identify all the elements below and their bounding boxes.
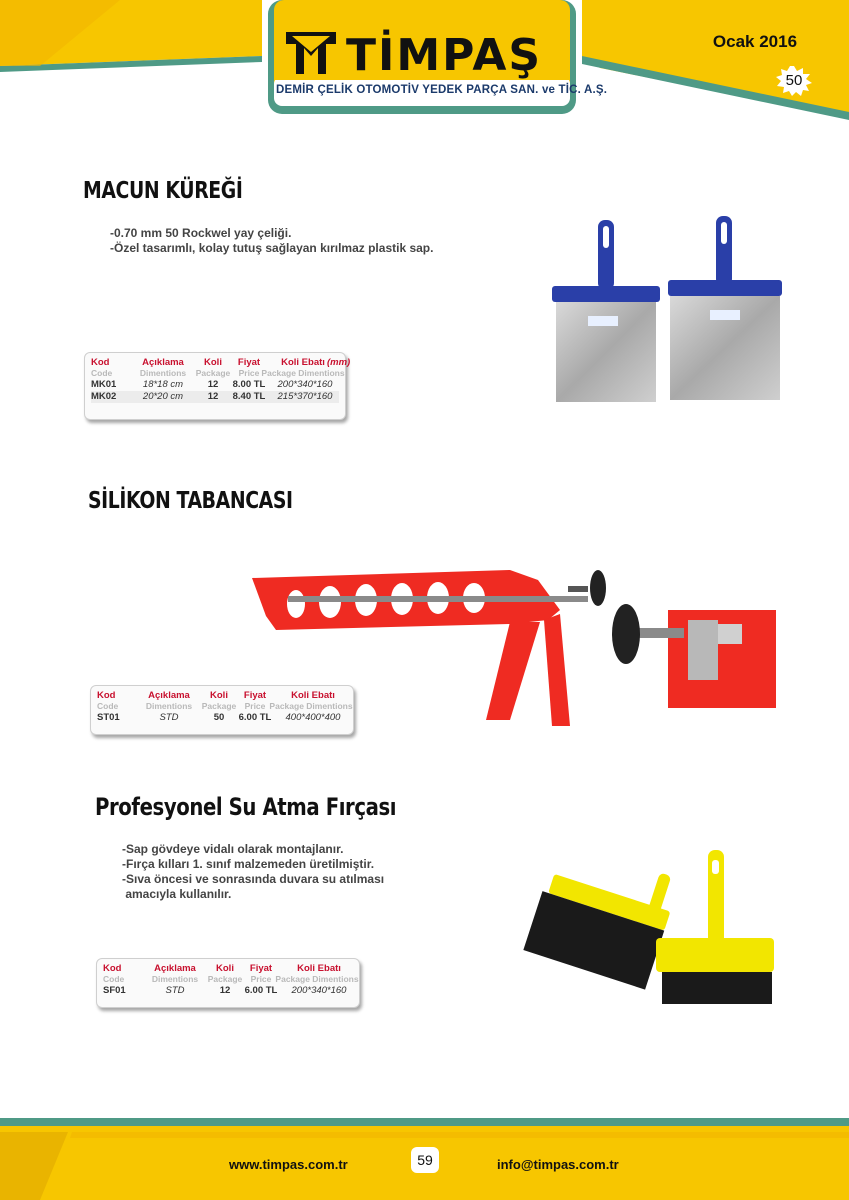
cell-code: SF01 bbox=[103, 985, 126, 996]
feature-line: amacıyla kullanılır. bbox=[122, 887, 232, 901]
header-package: Koli bbox=[204, 357, 222, 368]
subheader-package: Package bbox=[201, 701, 237, 711]
subheader-package-dims: Package Dimentions bbox=[275, 974, 359, 984]
subheader-description: Dimentions bbox=[151, 974, 199, 984]
subheader-code: Code bbox=[97, 701, 119, 711]
putty-knife-product-image bbox=[548, 214, 788, 406]
company-full-name: DEMİR ÇELİK OTOMOTİV YEDEK PARÇA SAN. ve TİC. A.Ş. bbox=[276, 84, 608, 96]
section-title-su-atma-fircasi: Profesyonel Su Atma Fırçası bbox=[95, 793, 397, 821]
header-description: Açıklama bbox=[142, 357, 184, 368]
subheader-package: Package bbox=[207, 974, 243, 984]
header-unit: (mm) bbox=[327, 357, 351, 368]
page-badge bbox=[776, 66, 812, 96]
subheader-description: Dimentions bbox=[145, 701, 193, 711]
badge-number: 50 bbox=[785, 72, 803, 89]
cell-package-dims: 200*340*160 bbox=[277, 379, 333, 390]
subheader-package-dims: Package Dimentions bbox=[269, 701, 353, 711]
header-description: Açıklama bbox=[148, 690, 190, 701]
cell-package: 12 bbox=[207, 379, 219, 390]
price-table-macun-kuregi bbox=[84, 352, 351, 420]
header-package: Koli bbox=[210, 690, 228, 701]
header-code: Kod bbox=[103, 963, 122, 974]
water-brush-product-image bbox=[516, 850, 776, 1006]
cell-price: 6.00 TL bbox=[244, 985, 278, 996]
footer-website-link[interactable]: www.timpas.com.tr bbox=[229, 1157, 348, 1172]
cell-package: 50 bbox=[213, 712, 225, 723]
cell-code: ST01 bbox=[97, 712, 120, 723]
cell-description: STD bbox=[159, 712, 179, 723]
subheader-code: Code bbox=[91, 368, 113, 378]
subheader-price: Price bbox=[244, 701, 266, 711]
feature-line: -Sıva öncesi ve sonrasında duvara su atılması bbox=[122, 872, 385, 886]
table-row bbox=[91, 379, 339, 391]
header-price: Fiyat bbox=[243, 690, 267, 701]
table-row bbox=[103, 985, 353, 997]
footer-email-link[interactable]: info@timpas.com.tr bbox=[497, 1157, 619, 1172]
header-package-dims: Koli Ebatı bbox=[297, 963, 341, 974]
footer-page-number: 59 bbox=[411, 1147, 439, 1173]
header-package-dims: Koli Ebatı bbox=[281, 357, 325, 368]
cell-description: 18*18 cm bbox=[142, 379, 184, 390]
subheader-description: Dimentions bbox=[139, 368, 187, 378]
subheader-price: Price bbox=[250, 974, 272, 984]
table-header-row bbox=[97, 690, 347, 701]
features-su-atma-fircasi bbox=[122, 842, 384, 902]
table-subheader-row bbox=[91, 368, 345, 379]
feature-line: -0.70 mm 50 Rockwel yay çeliği. bbox=[110, 226, 292, 240]
feature-line: -Fırça kılları 1. sınıf malzemeden üretilmiştir. bbox=[122, 857, 375, 871]
header-package: Koli bbox=[216, 963, 234, 974]
cell-package-dims: 200*340*160 bbox=[291, 985, 347, 996]
table-subheader-row bbox=[103, 974, 359, 985]
cell-package: 12 bbox=[207, 391, 219, 402]
section-title-macun-kuregi: MACUN KÜREĞİ bbox=[83, 178, 243, 204]
price-table-su-atma-fircasi bbox=[96, 958, 360, 1008]
subheader-package-dims: Package Dimentions bbox=[261, 368, 345, 378]
subheader-code: Code bbox=[103, 974, 125, 984]
table-header-row bbox=[91, 357, 351, 368]
feature-line: -Özel tasarımlı, kolay tutuş sağlayan kırılmaz plastik sap. bbox=[110, 241, 434, 255]
cell-description: STD bbox=[165, 985, 185, 996]
cell-description: 20*20 cm bbox=[142, 391, 184, 402]
page-header bbox=[0, 0, 849, 130]
subheader-price: Price bbox=[238, 368, 260, 378]
cell-package-dims: 215*370*160 bbox=[277, 391, 333, 402]
cell-package: 12 bbox=[219, 985, 231, 996]
brand-name: TİMPAŞ bbox=[346, 30, 543, 81]
header-code: Kod bbox=[97, 690, 116, 701]
price-table-silikon-tabancasi bbox=[90, 685, 354, 735]
header-package-dims: Koli Ebatı bbox=[291, 690, 335, 701]
issue-date: Ocak 2016 bbox=[712, 32, 798, 51]
cell-price: 8.40 TL bbox=[232, 391, 266, 402]
features-macun-kuregi bbox=[110, 226, 433, 256]
company-logo bbox=[262, 0, 608, 116]
cell-code: MK01 bbox=[91, 379, 117, 390]
header-price: Fiyat bbox=[237, 357, 261, 368]
header-code: Kod bbox=[91, 357, 110, 368]
feature-line: -Sap gövdeye vidalı olarak montajlanır. bbox=[122, 842, 344, 856]
cell-price: 8.00 TL bbox=[232, 379, 266, 390]
subheader-package: Package bbox=[195, 368, 231, 378]
table-header-row bbox=[103, 963, 353, 974]
table-row bbox=[91, 391, 339, 403]
section-title-silikon-tabancasi: SİLİKON TABANCASI bbox=[88, 488, 293, 514]
cell-code: MK02 bbox=[91, 391, 117, 402]
cell-package-dims: 400*400*400 bbox=[285, 712, 341, 723]
table-subheader-row bbox=[97, 701, 353, 712]
table-row bbox=[97, 712, 347, 724]
timpas-logo-icon bbox=[282, 30, 340, 76]
header-price: Fiyat bbox=[249, 963, 273, 974]
cell-price: 6.00 TL bbox=[238, 712, 272, 723]
header-description: Açıklama bbox=[154, 963, 196, 974]
